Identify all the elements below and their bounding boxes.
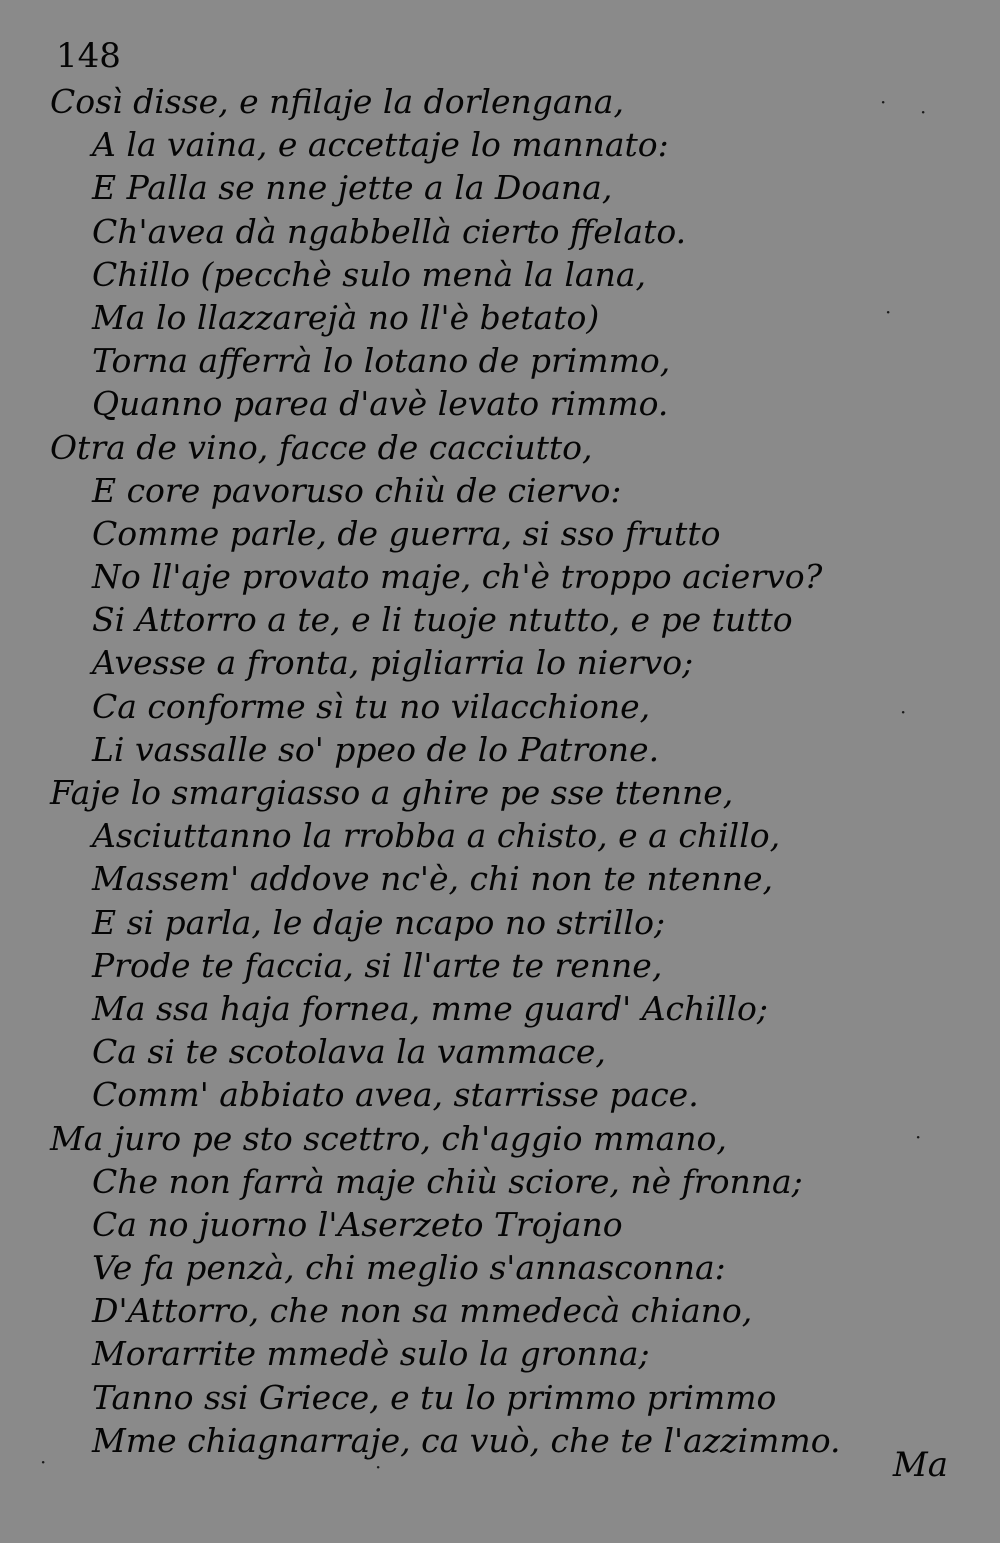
verse-line: Asciuttanno la rrobba a chisto, e a chillo, [92,816,781,856]
verse-line: Morarrite mmedè sulo la gronna; [92,1334,650,1374]
verse-line: No ll'aje provato maje, ch'è troppo aciervo? [92,557,823,597]
stanza-3 [0,771,1000,1117]
catchword: Ma [892,1445,948,1485]
verse-line: Ca si te scotolava la vammace, [92,1032,606,1072]
verse-line: E core pavoruso chiù de ciervo: [92,470,622,510]
verse-line: Prode te faccia, si ll'arte te renne, [92,945,663,985]
scan-speck: · [40,1450,47,1474]
verse-line: Mme chiagnarraje, ca vuò, che te l'azzimmo. [92,1420,841,1460]
verse-line: Faje lo smargiasso a ghire pe sse ttenne, [50,773,734,812]
verse-line: Chillo (pecchè sulo menà la lana, [92,254,646,294]
stanza-2 [0,426,1000,772]
verse-line: Torna afferrà lo lotano de primmo, [92,341,671,381]
verse-line: Tanno ssi Griece, e tu lo primmo primmo [92,1377,777,1417]
verse-line: Ca conforme sì tu no vilacchione, [92,686,651,726]
verse-line: Comm' abbiato avea, starrisse pace. [92,1075,699,1115]
verse-line: Ch'avea dà ngabbellà cierto ffelato. [92,211,687,251]
scan-speck: · [880,90,887,114]
verse-line: Li vassalle so' ppeo de lo Patrone. [92,729,660,769]
verse-line: Ma lo llazzarejà no ll'è betato) [92,297,600,337]
scan-speck: · [900,700,907,724]
verse-line: E Palla se nne jette a la Doana, [92,168,613,208]
verse-line: Così disse, e nfilaje la dorlengana, [50,82,624,121]
verse-line: E si parla, le daje ncapo no strillo; [92,902,666,942]
stanza-4 [0,1117,1000,1463]
scan-speck: · [920,100,927,124]
verse-line: Comme parle, de guerra, si sso frutto [92,513,721,553]
verse-line: Si Attorro a te, e li tuoje ntutto, e pe tutto [92,600,793,640]
scan-speck: · [375,1455,382,1479]
verse-line: Otra de vino, facce de cacciutto, [50,427,593,467]
verse-line: Ma juro pe sto scettro, ch'aggio mmano, [50,1118,727,1158]
page-number: 148 [56,36,121,76]
verse-line: Ca no juorno l'Aserzeto Trojano [92,1204,623,1244]
verse-line: Massem' addove nc'è, chi non te ntenne, [92,859,773,899]
verse-line: Che non farrà maje chiù sciore, nè fronna; [92,1161,803,1201]
verse-line: Quanno parea d'avè levato rimmo. [92,384,669,424]
verse-line: A la vaina, e accettaje lo mannato: [92,125,669,165]
verse-line: Ve fa penzà, chi meglio s'annasconna: [92,1248,726,1288]
scan-speck: · [915,1125,922,1149]
stanza-1 [0,80,1000,426]
poem [0,80,1000,1462]
scan-speck: · [885,300,892,324]
verse-line: Avesse a fronta, pigliarria lo niervo; [92,643,694,683]
verse-line: Ma ssa haja fornea, mme guard' Achillo; [92,988,768,1028]
verse-line: D'Attorro, che non sa mmedecà chiano, [92,1291,753,1331]
